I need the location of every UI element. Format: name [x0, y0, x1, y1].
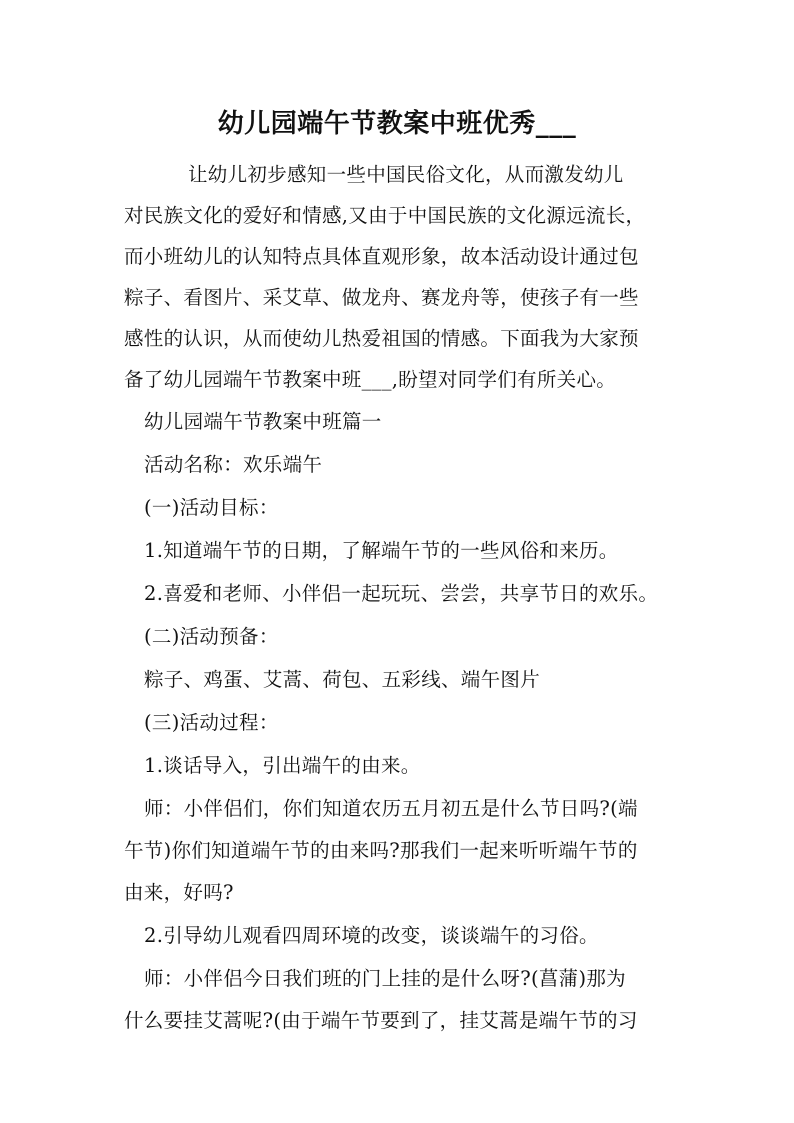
subsection-heading: (一)活动目标： [144, 496, 279, 519]
paragraph-line: 而小班幼儿的认知特点具体直观形象，故本活动设计通过包 [124, 245, 639, 268]
subsection-heading: (三)活动过程： [144, 711, 279, 734]
subsection-heading: (二)活动预备： [144, 625, 279, 648]
paragraph-line: 什么要挂艾蒿呢?(由于端午节要到了，挂艾蒿是端午节的习 [124, 1009, 638, 1032]
paragraph-line: 师：小伴侣们，你们知道农历五月初五是什么节日吗?(端 [144, 797, 638, 820]
list-item: 1.知道端午节的日期，了解端午节的一些风俗和来历。 [144, 539, 619, 562]
list-item: 2.喜爱和老师、小伴侣一起玩玩、尝尝，共享节日的欢乐。 [144, 582, 659, 605]
section-heading: 幼儿园端午节教案中班篇一 [144, 410, 382, 433]
paragraph-line: 师：小伴侣今日我们班的门上挂的是什么呀?(菖蒲)那为 [144, 967, 626, 990]
paragraph-line: 备了幼儿园端午节教案中班___,盼望对同学们有所关心。 [124, 368, 617, 391]
paragraph-line: 粽子、鸡蛋、艾蒿、荷包、五彩线、端午图片 [144, 668, 541, 691]
paragraph-line: 对民族文化的爱好和情感,又由于中国民族的文化源远流长， [124, 204, 646, 227]
paragraph-line: 由来，好吗? [124, 881, 234, 904]
paragraph-line: 感性的认识，从而使幼儿热爱祖国的情感。下面我为大家预 [124, 327, 639, 350]
paragraph-line: 午节)你们知道端午节的由来吗?那我们一起来听听端午节的 [124, 839, 638, 862]
list-item: 2.引导幼儿观看四周环境的改变，谈谈端午的习俗。 [144, 924, 599, 947]
paragraph-line: 粽子、看图片、采艾草、做龙舟、赛龙舟等，使孩子有一些 [124, 286, 639, 309]
list-item: 1.谈话导入，引出端午的由来。 [144, 754, 421, 777]
paragraph-line: 活动名称：欢乐端午 [144, 453, 323, 476]
paragraph-line: 让幼儿初步感知一些中国民俗文化，从而激发幼儿 [188, 163, 624, 186]
page-title: 幼儿园端午节教案中班优秀___ [217, 109, 577, 139]
